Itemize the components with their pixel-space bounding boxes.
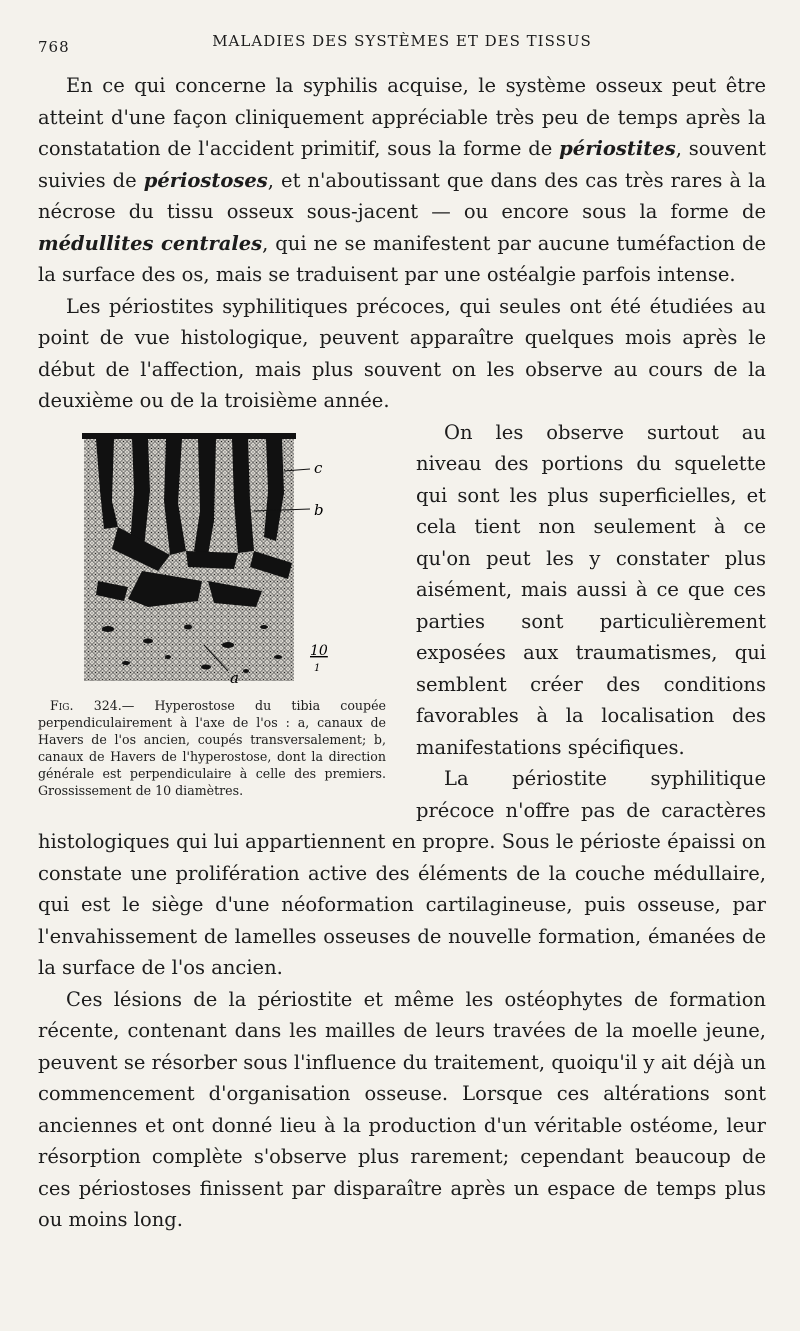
paragraph-histology: La périostite syphilitique précoce n'offre pas de caractères histologiques qui lui appartiennent en propre. Sous le périoste épaissi on constate une prolifération active des éléments de la couche médullaire, qui est le siège d'une néoformation cartilagineuse, puis osseuse, par l'envahissement de lamelles osseuses de nouvelle formation, émanées de la surface de l'os ancien. bbox=[38, 767, 766, 979]
paragraph-superficial-portions: On les observe surtout au niveau des portions du squelette qui sont les plus superficielles, et cela tient non seulement à ce qu'on peut les y constater plus aisément, mais aussi à ce que ces parties sont particulièrement exposées aux traumatismes, qui semblent créer des conditions favorables à la localisation des manifestations spécifiques. bbox=[416, 420, 766, 759]
term-periostoses: périostoses bbox=[143, 168, 268, 192]
figure-label-c: c bbox=[314, 458, 323, 477]
paragraph-acquired-syphilis: En ce qui concerne la syphilis acquise, le système osseux peut être atteint d'une façon cliniquement appréciable très peu de temps après la constatation de l'accident primitif, sous la forme de périostites, souvent suivies de périostoses, et n'aboutissant que dans des cas très rares à la nécrose du tissu osseux sous-jacent — ou encore sous la forme de médullites centrales, qui ne se manifestent par aucune tuméfaction de la surface des os, mais se traduisent par une ostéalgie parfois intense. bbox=[38, 74, 767, 286]
term-periostites: périostites bbox=[559, 137, 676, 160]
figure-324 bbox=[38, 431, 386, 799]
page-header bbox=[38, 30, 766, 70]
running-title: MALADIES DES SYSTÈMES ET DES TISSUS bbox=[212, 32, 592, 50]
paragraph-early-periostitis: Les périostites syphilitiques précoces, qui seules ont été étudiées au point de vue histologique, peuvent apparaître quelques mois après le début de l'affection, mais plus souvent on les observe au cours de la deuxième ou de la troisième année. bbox=[38, 294, 766, 412]
body-text bbox=[38, 70, 766, 1236]
figure-label-b: b bbox=[314, 500, 324, 519]
hyperostosis-illustration bbox=[78, 431, 338, 689]
figure-caption-label: Fig. 324. bbox=[50, 697, 122, 713]
figure-caption bbox=[38, 697, 386, 799]
figure-caption-text: — Hyperostose du tibia coupée perpendiculairement à l'axe de l'os : a, canaux de Havers de l'os ancien, coupés transversalement; b, canaux de Havers de l'hyperostose, dont la direction générale est perpendiculaire à celle des premiers. Grossissement de 10 diamètres. bbox=[38, 697, 387, 798]
figure-label-a: a bbox=[230, 668, 239, 687]
page-number: 768 bbox=[38, 38, 70, 56]
term-medullites-centrales: médullites centrales bbox=[38, 231, 263, 255]
paragraph-resorption: Ces lésions de la périostite et même les ostéophytes de formation récente, contenant dans les mailles de leurs travées de la moelle jeune, peuvent se résorber sous l'influence du traitement, quoiqu'il y ait déjà un commencement d'organisation osseuse. Lorsque ces altérations sont anciennes et ont donné lieu à la production d'un véritable ostéome, leur résorption complète s'observe plus rarement; cependant beaucoup de ces périostoses finissent par disparaître après un espace de temps plus ou moins long. bbox=[38, 987, 766, 1231]
magnification-value: 10 bbox=[310, 642, 328, 659]
magnification-mark: 1 bbox=[314, 662, 321, 674]
